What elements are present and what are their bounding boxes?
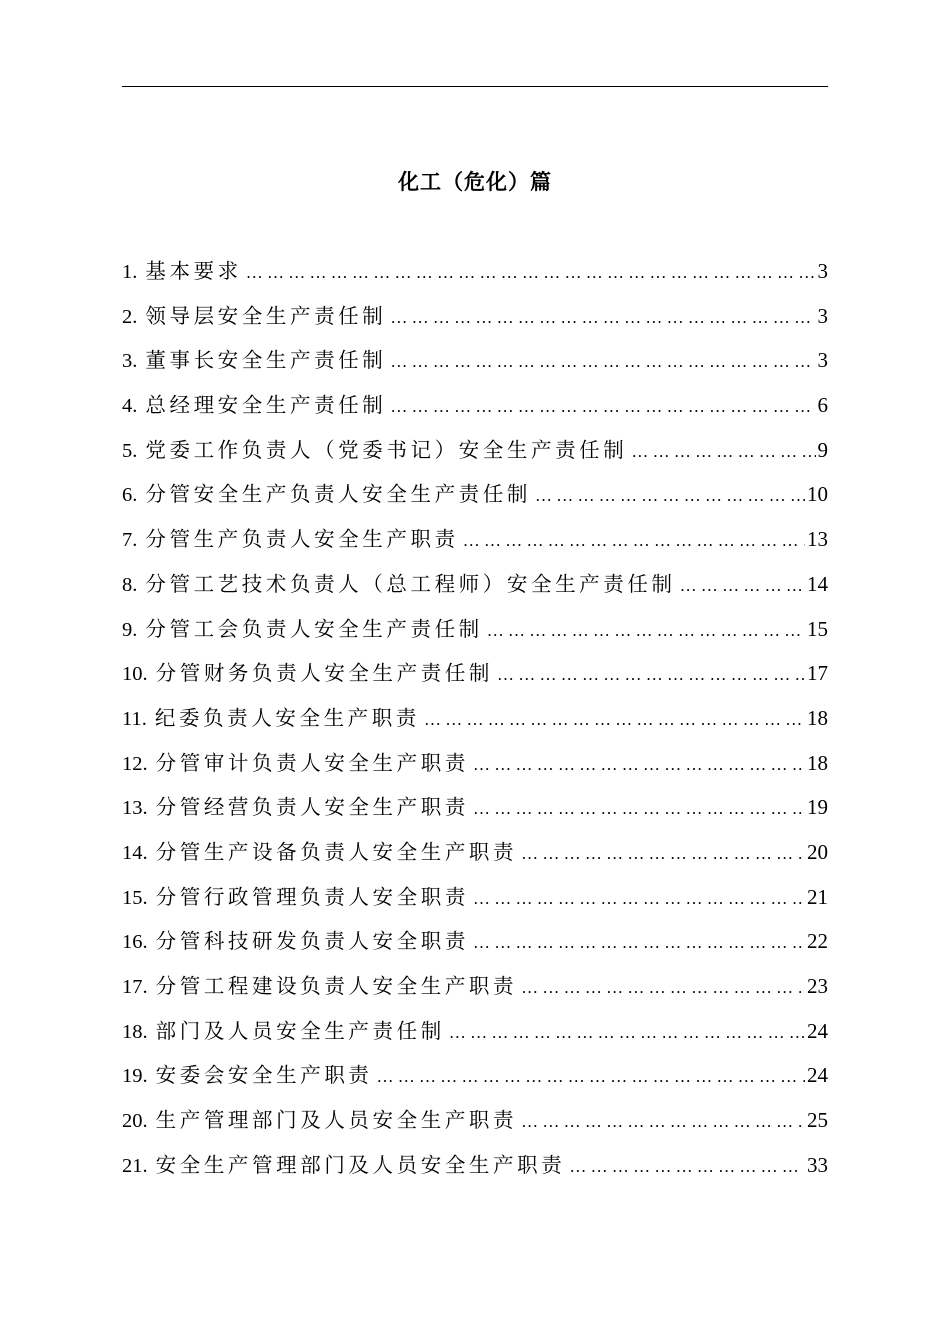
toc-page-number: 22 xyxy=(807,929,828,954)
toc-page-number: 24 xyxy=(807,1018,828,1043)
toc-page-number: 24 xyxy=(807,1063,828,1088)
toc-entry-label: 纪委负责人安全生产职责 xyxy=(154,705,420,730)
toc-page-number: 18 xyxy=(807,705,828,730)
toc-entry-number: 18. xyxy=(122,1020,148,1043)
toc-entry[interactable] xyxy=(122,880,828,925)
toc-page-number: 6 xyxy=(817,393,828,418)
toc-entry-title xyxy=(122,522,459,552)
toc-entry-title xyxy=(122,343,386,373)
toc-entry-title xyxy=(122,880,469,910)
toc-dot-leader xyxy=(390,397,815,417)
toc-entry-number: 6. xyxy=(122,484,138,507)
toc-entry-number: 14. xyxy=(122,841,148,864)
toc-entry-title xyxy=(122,1014,445,1044)
toc-entry-number: 8. xyxy=(122,573,138,596)
toc-entry-title xyxy=(122,1148,565,1178)
toc-dot-leader xyxy=(521,844,805,864)
toc-entry[interactable] xyxy=(122,656,828,701)
toc-entry[interactable] xyxy=(122,835,828,880)
toc-entry-title xyxy=(122,477,531,507)
toc-entry-title xyxy=(122,388,386,418)
toc-entry-title xyxy=(122,701,420,731)
toc-dot-leader xyxy=(473,755,805,775)
toc-page-number: 18 xyxy=(807,750,828,775)
toc-entry-title xyxy=(122,299,386,329)
toc-entry[interactable] xyxy=(122,254,828,299)
toc-page-number: 23 xyxy=(807,974,828,998)
toc-entry-number: 16. xyxy=(122,931,148,954)
toc-page-number: 3 xyxy=(817,259,828,283)
toc-entry-title xyxy=(122,835,517,865)
toc-dot-leader xyxy=(631,442,815,462)
toc-entry-label: 分管工艺技术负责人（总工程师）安全生产责任制 xyxy=(145,571,676,596)
toc-page-number: 3 xyxy=(817,348,828,373)
toc-entry-number: 20. xyxy=(122,1110,148,1133)
toc-dot-leader xyxy=(497,665,805,685)
toc-page-number: 9 xyxy=(817,437,828,462)
toc-entry-label: 分管经营负责人安全生产职责 xyxy=(155,795,469,820)
toc-entry-label: 领导层安全生产责任制 xyxy=(145,303,387,328)
toc-entry[interactable] xyxy=(122,1148,828,1193)
toc-dot-leader xyxy=(449,1023,805,1043)
toc-dot-leader xyxy=(569,1157,805,1177)
toc-entry-number: 9. xyxy=(122,618,138,641)
toc-entry-number: 5. xyxy=(122,439,138,462)
toc-page-number: 10 xyxy=(807,482,828,507)
table-of-contents xyxy=(122,254,828,1192)
toc-entry-label: 分管生产负责人安全生产职责 xyxy=(145,527,459,552)
toc-entry-number: 12. xyxy=(122,752,148,775)
toc-dot-leader xyxy=(390,352,815,372)
toc-page-number: 17 xyxy=(807,661,828,686)
toc-entry-title xyxy=(122,254,242,284)
toc-entry-label: 分管科技研发负责人安全职责 xyxy=(155,929,469,954)
toc-dot-leader xyxy=(680,576,805,596)
toc-entry-number: 15. xyxy=(122,886,148,909)
toc-page-number: 21 xyxy=(807,884,828,909)
toc-page-number: 3 xyxy=(817,303,828,328)
toc-entry-title xyxy=(122,790,469,820)
toc-entry[interactable] xyxy=(122,567,828,612)
toc-entry-number: 17. xyxy=(122,976,148,998)
toc-entry-label: 分管工会负责人安全生产责任制 xyxy=(145,616,483,641)
toc-dot-leader xyxy=(473,933,805,953)
toc-entry[interactable] xyxy=(122,1058,828,1103)
toc-entry-number: 3. xyxy=(122,350,138,373)
toc-entry-title xyxy=(122,612,483,642)
toc-entry-label: 分管工程建设负责人安全生产职责 xyxy=(155,974,518,998)
toc-entry-label: 总经理安全生产责任制 xyxy=(145,393,387,418)
toc-dot-leader xyxy=(246,263,816,283)
toc-entry-label: 分管行政管理负责人安全职责 xyxy=(155,884,469,909)
toc-entry[interactable] xyxy=(122,790,828,835)
toc-entry[interactable] xyxy=(122,477,828,522)
toc-entry[interactable] xyxy=(122,388,828,433)
toc-page-number: 20 xyxy=(807,839,828,864)
toc-entry[interactable] xyxy=(122,522,828,567)
toc-entry-title xyxy=(122,567,676,597)
toc-page-number: 15 xyxy=(807,616,828,641)
toc-page-number: 14 xyxy=(807,571,828,596)
toc-entry-label: 分管审计负责人安全生产职责 xyxy=(155,750,469,775)
toc-entry-title xyxy=(122,969,517,999)
toc-entry-title xyxy=(122,433,627,463)
toc-entry[interactable] xyxy=(122,1014,828,1059)
toc-dot-leader xyxy=(390,308,815,328)
document-title: 化工（危化）篇 xyxy=(398,169,552,194)
toc-entry[interactable] xyxy=(122,299,828,344)
toc-entry[interactable] xyxy=(122,701,828,746)
toc-entry-label: 安全生产管理部门及人员安全生产职责 xyxy=(155,1152,566,1177)
toc-entry[interactable] xyxy=(122,612,828,657)
toc-entry[interactable] xyxy=(122,433,828,478)
toc-entry-label: 党委工作负责人（党委书记）安全生产责任制 xyxy=(145,437,628,462)
toc-entry-number: 4. xyxy=(122,395,138,418)
toc-entry-title xyxy=(122,656,493,686)
toc-entry-title xyxy=(122,1058,373,1088)
toc-entry-label: 分管财务负责人安全生产责任制 xyxy=(155,661,494,686)
toc-entry-label: 基本要求 xyxy=(145,259,242,283)
toc-dot-leader xyxy=(424,710,805,730)
toc-entry[interactable] xyxy=(122,924,828,969)
toc-entry-label: 分管安全生产负责人安全生产责任制 xyxy=(145,482,531,507)
toc-entry-number: 10. xyxy=(122,663,148,686)
header-rule xyxy=(122,86,828,87)
toc-entry-number: 7. xyxy=(122,529,138,552)
toc-entry-number: 19. xyxy=(122,1065,148,1088)
toc-dot-leader xyxy=(521,978,805,998)
toc-page-number: 25 xyxy=(807,1108,828,1133)
toc-dot-leader xyxy=(377,1067,805,1087)
toc-dot-leader xyxy=(473,799,805,819)
toc-entry-number: 11. xyxy=(122,707,147,730)
toc-dot-leader xyxy=(463,531,805,551)
toc-entry-number: 1. xyxy=(122,261,138,283)
toc-entry-number: 2. xyxy=(122,305,138,328)
toc-dot-leader xyxy=(487,621,805,641)
toc-entry[interactable] xyxy=(122,746,828,791)
toc-page-number: 33 xyxy=(807,1152,828,1177)
toc-dot-leader xyxy=(521,1112,805,1132)
toc-entry-label: 董事长安全生产责任制 xyxy=(145,348,387,373)
toc-entry-title xyxy=(122,746,469,776)
toc-page-number: 13 xyxy=(807,527,828,552)
toc-page-number: 19 xyxy=(807,795,828,820)
toc-entry-number: 13. xyxy=(122,797,148,820)
toc-entry-label: 部门及人员安全生产责任制 xyxy=(155,1018,445,1043)
toc-entry-number: 21. xyxy=(122,1154,148,1177)
toc-entry[interactable] xyxy=(122,969,828,1014)
toc-dot-leader xyxy=(473,889,805,909)
toc-entry-label: 生产管理部门及人员安全生产职责 xyxy=(155,1108,518,1133)
toc-entry-title xyxy=(122,1103,517,1133)
toc-entry-title xyxy=(122,924,469,954)
toc-entry[interactable] xyxy=(122,1103,828,1148)
toc-dot-leader xyxy=(535,486,805,506)
toc-entry[interactable] xyxy=(122,343,828,388)
toc-entry-label: 安委会安全生产职责 xyxy=(155,1063,373,1088)
toc-entry-label: 分管生产设备负责人安全生产职责 xyxy=(155,839,518,864)
